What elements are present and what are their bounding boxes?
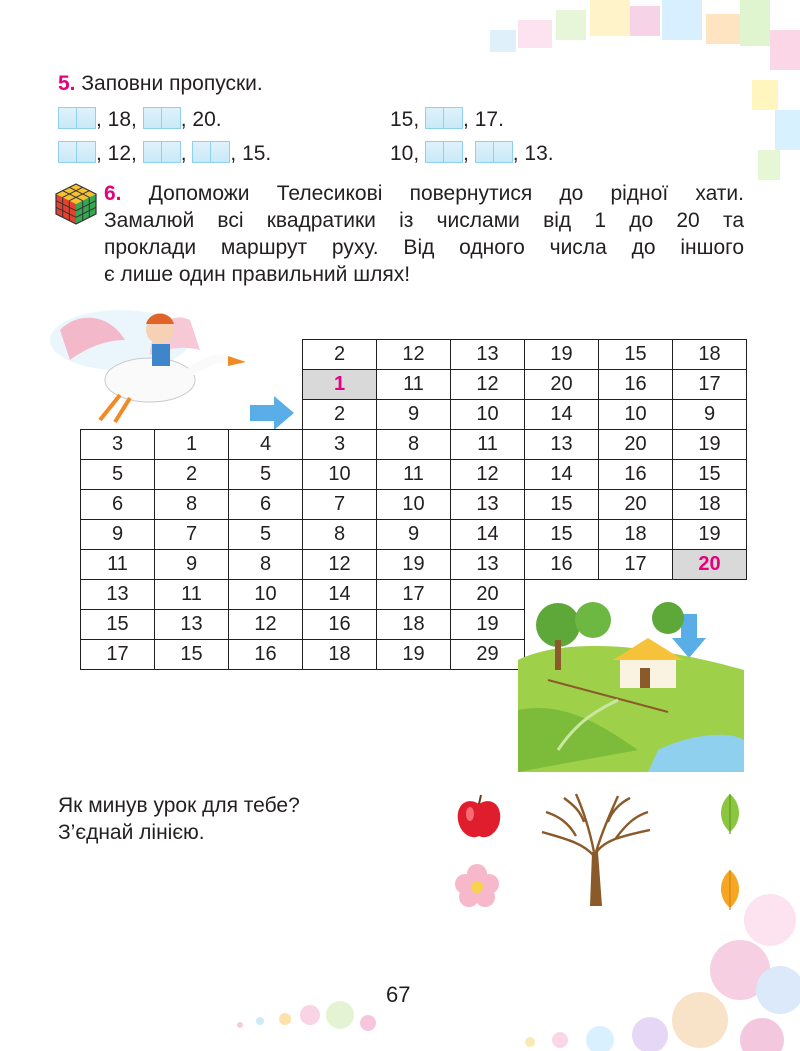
grid-empty-space (155, 340, 229, 370)
sequence-text: , 13. (512, 142, 554, 165)
grid-cell[interactable]: 12 (377, 340, 451, 370)
grid-cell[interactable]: 16 (229, 640, 303, 670)
grid-cell[interactable]: 8 (303, 520, 377, 550)
grid-cell[interactable]: 14 (451, 520, 525, 550)
task6-line: Допоможи Телесикові повернутися до рідної хати. (148, 182, 744, 205)
grid-cell[interactable]: 9 (673, 400, 747, 430)
grid-row (81, 460, 747, 490)
grid-cell[interactable]: 15 (599, 340, 673, 370)
grid-cell[interactable]: 13 (525, 430, 599, 460)
grid-cell[interactable]: 16 (525, 550, 599, 580)
grid-cell[interactable]: 29 (451, 640, 525, 670)
grid-cell[interactable]: 17 (599, 550, 673, 580)
grid-cell[interactable]: 19 (451, 610, 525, 640)
grid-cell[interactable]: 9 (155, 550, 229, 580)
reflection-prompt (58, 792, 300, 846)
grid-cell[interactable]: 18 (303, 640, 377, 670)
grid-cell[interactable]: 13 (451, 490, 525, 520)
grid-cell[interactable]: 16 (303, 610, 377, 640)
blank-input[interactable] (425, 141, 463, 163)
grid-cell[interactable]: 10 (451, 400, 525, 430)
grid-empty-space (229, 340, 303, 370)
grid-row (81, 370, 747, 400)
grid-empty-space (155, 400, 229, 430)
grid-cell[interactable]: 20 (599, 490, 673, 520)
grid-cell[interactable]: 8 (229, 550, 303, 580)
grid-cell[interactable]: 17 (81, 640, 155, 670)
decorative-squares (470, 0, 800, 210)
grid-cell[interactable]: 16 (599, 370, 673, 400)
grid-cell[interactable]: 10 (229, 580, 303, 610)
task6-line: є лише один правильний шлях! (104, 263, 411, 286)
grid-cell[interactable]: 16 (599, 460, 673, 490)
task5-row1-right (390, 106, 504, 133)
blank-input[interactable] (143, 141, 181, 163)
grid-cell[interactable]: 17 (377, 580, 451, 610)
sequence-text: 10, (390, 142, 420, 165)
grid-row (81, 400, 747, 430)
grid-cell[interactable]: 2 (303, 400, 377, 430)
grid-row (81, 430, 747, 460)
grid-cell[interactable]: 15 (155, 640, 229, 670)
grid-cell[interactable]: 14 (303, 580, 377, 610)
task5-row2-left (58, 140, 271, 167)
grid-cell[interactable]: 12 (451, 370, 525, 400)
sequence-text: , 18, (96, 108, 137, 131)
blank-input[interactable] (58, 107, 96, 129)
rubiks-cube-icon (54, 182, 98, 226)
task5-row1-left (58, 106, 222, 133)
grid-cell[interactable]: 11 (377, 460, 451, 490)
apple-icon[interactable] (456, 792, 502, 840)
grid-cell[interactable]: 18 (377, 610, 451, 640)
grid-cell[interactable]: 12 (303, 550, 377, 580)
grid-cell[interactable]: 2 (303, 340, 377, 370)
grid-cell[interactable]: 11 (377, 370, 451, 400)
reflection-question: Як минув урок для тебе? (58, 794, 300, 817)
grid-empty-space (81, 340, 155, 370)
blank-input[interactable] (475, 141, 513, 163)
grid-cell[interactable]: 14 (525, 460, 599, 490)
grid-cell[interactable]: 15 (673, 460, 747, 490)
task6-text (104, 180, 744, 288)
grid-row (81, 550, 747, 580)
grid-cell[interactable]: 5 (229, 520, 303, 550)
grid-cell[interactable]: 3 (81, 430, 155, 460)
grid-cell[interactable]: 12 (451, 460, 525, 490)
grid-cell[interactable]: 17 (673, 370, 747, 400)
sequence-text: , 15. (230, 142, 272, 165)
page-number: 67 (386, 982, 411, 1007)
grid-cell[interactable]: 11 (155, 580, 229, 610)
grid-empty-space (155, 370, 229, 400)
grid-cell[interactable]: 13 (81, 580, 155, 610)
grid-cell[interactable]: 15 (81, 610, 155, 640)
grid-cell[interactable]: 15 (525, 490, 599, 520)
pink-flower-icon[interactable] (454, 864, 500, 908)
sequence-text: , 20. (180, 108, 222, 131)
grid-cell[interactable]: 5 (229, 460, 303, 490)
blank-input[interactable] (143, 107, 181, 129)
sequence-text: , (180, 142, 187, 165)
grid-cell[interactable]: 5 (81, 460, 155, 490)
grid-cell[interactable]: 11 (451, 430, 525, 460)
grid-cell[interactable]: 1 (155, 430, 229, 460)
grid-cell[interactable]: 9 (81, 520, 155, 550)
blank-input[interactable] (58, 141, 96, 163)
grid-cell[interactable]: 3 (303, 430, 377, 460)
grid-cell[interactable]: 19 (525, 340, 599, 370)
grid-cell[interactable]: 20 (599, 430, 673, 460)
grid-cell[interactable]: 6 (229, 490, 303, 520)
blank-input[interactable] (192, 141, 230, 163)
grid-cell[interactable]: 19 (377, 550, 451, 580)
blank-input[interactable] (425, 107, 463, 129)
grid-cell[interactable]: 18 (673, 340, 747, 370)
grid-cell[interactable]: 10 (599, 400, 673, 430)
task6-line: Замалюй всі квадратики із числами від 1 до 20 та (104, 209, 744, 232)
sequence-text: 15, (390, 108, 420, 131)
grid-cell[interactable]: 19 (377, 640, 451, 670)
task5-number: 5. (58, 72, 76, 95)
grid-cell[interactable]: 13 (155, 610, 229, 640)
task5-row2-right (390, 140, 554, 167)
decorative-bubbles (500, 880, 800, 1051)
grid-cell[interactable]: 8 (377, 430, 451, 460)
grid-cell[interactable]: 7 (303, 490, 377, 520)
grid-cell[interactable]: 18 (673, 490, 747, 520)
grid-cell[interactable]: 20 (451, 580, 525, 610)
grid-cell[interactable]: 9 (377, 520, 451, 550)
sequence-text: , 12, (96, 142, 137, 165)
grid-cell[interactable]: 12 (229, 610, 303, 640)
grid-row (81, 520, 747, 550)
grid-empty-space (81, 370, 155, 400)
grid-cell[interactable]: 10 (377, 490, 451, 520)
grid-cell[interactable]: 19 (673, 520, 747, 550)
grid-cell[interactable]: 6 (81, 490, 155, 520)
grid-cell[interactable]: 10 (303, 460, 377, 490)
grid-cell[interactable]: 11 (81, 550, 155, 580)
house-illustration (518, 600, 744, 772)
decorative-dots (230, 985, 380, 1045)
grid-empty-space (229, 370, 303, 400)
grid-cell[interactable]: 13 (451, 550, 525, 580)
task5-heading (58, 70, 263, 97)
grid-cell[interactable]: 20 (525, 370, 599, 400)
grid-cell[interactable]: 13 (451, 340, 525, 370)
grid-cell[interactable]: 2 (155, 460, 229, 490)
sequence-text: , 17. (463, 108, 504, 131)
green-leaf-icon[interactable] (716, 792, 744, 834)
reflection-instruction: З’єднай лінією. (58, 821, 205, 844)
grid-cell[interactable]: 19 (673, 430, 747, 460)
grid-row (81, 490, 747, 520)
grid-empty-space (81, 400, 155, 430)
grid-empty-space (229, 400, 303, 430)
sequence-text: , (463, 142, 469, 165)
grid-cell[interactable]: 4 (229, 430, 303, 460)
grid-cell[interactable]: 14 (525, 400, 599, 430)
task6-number: 6. (104, 182, 122, 205)
grid-cell[interactable]: 15 (525, 520, 599, 550)
grid-cell[interactable]: 1 (303, 370, 377, 400)
grid-cell[interactable]: 20 (673, 550, 747, 580)
task5-instruction: Заповни пропуски. (81, 72, 263, 95)
grid-row (81, 340, 747, 370)
task6-line: проклади маршрут руху. Від одного числа до іншого (104, 236, 744, 259)
grid-cell[interactable]: 18 (599, 520, 673, 550)
grid-cell[interactable]: 7 (155, 520, 229, 550)
grid-cell[interactable]: 9 (377, 400, 451, 430)
grid-cell[interactable]: 8 (155, 490, 229, 520)
